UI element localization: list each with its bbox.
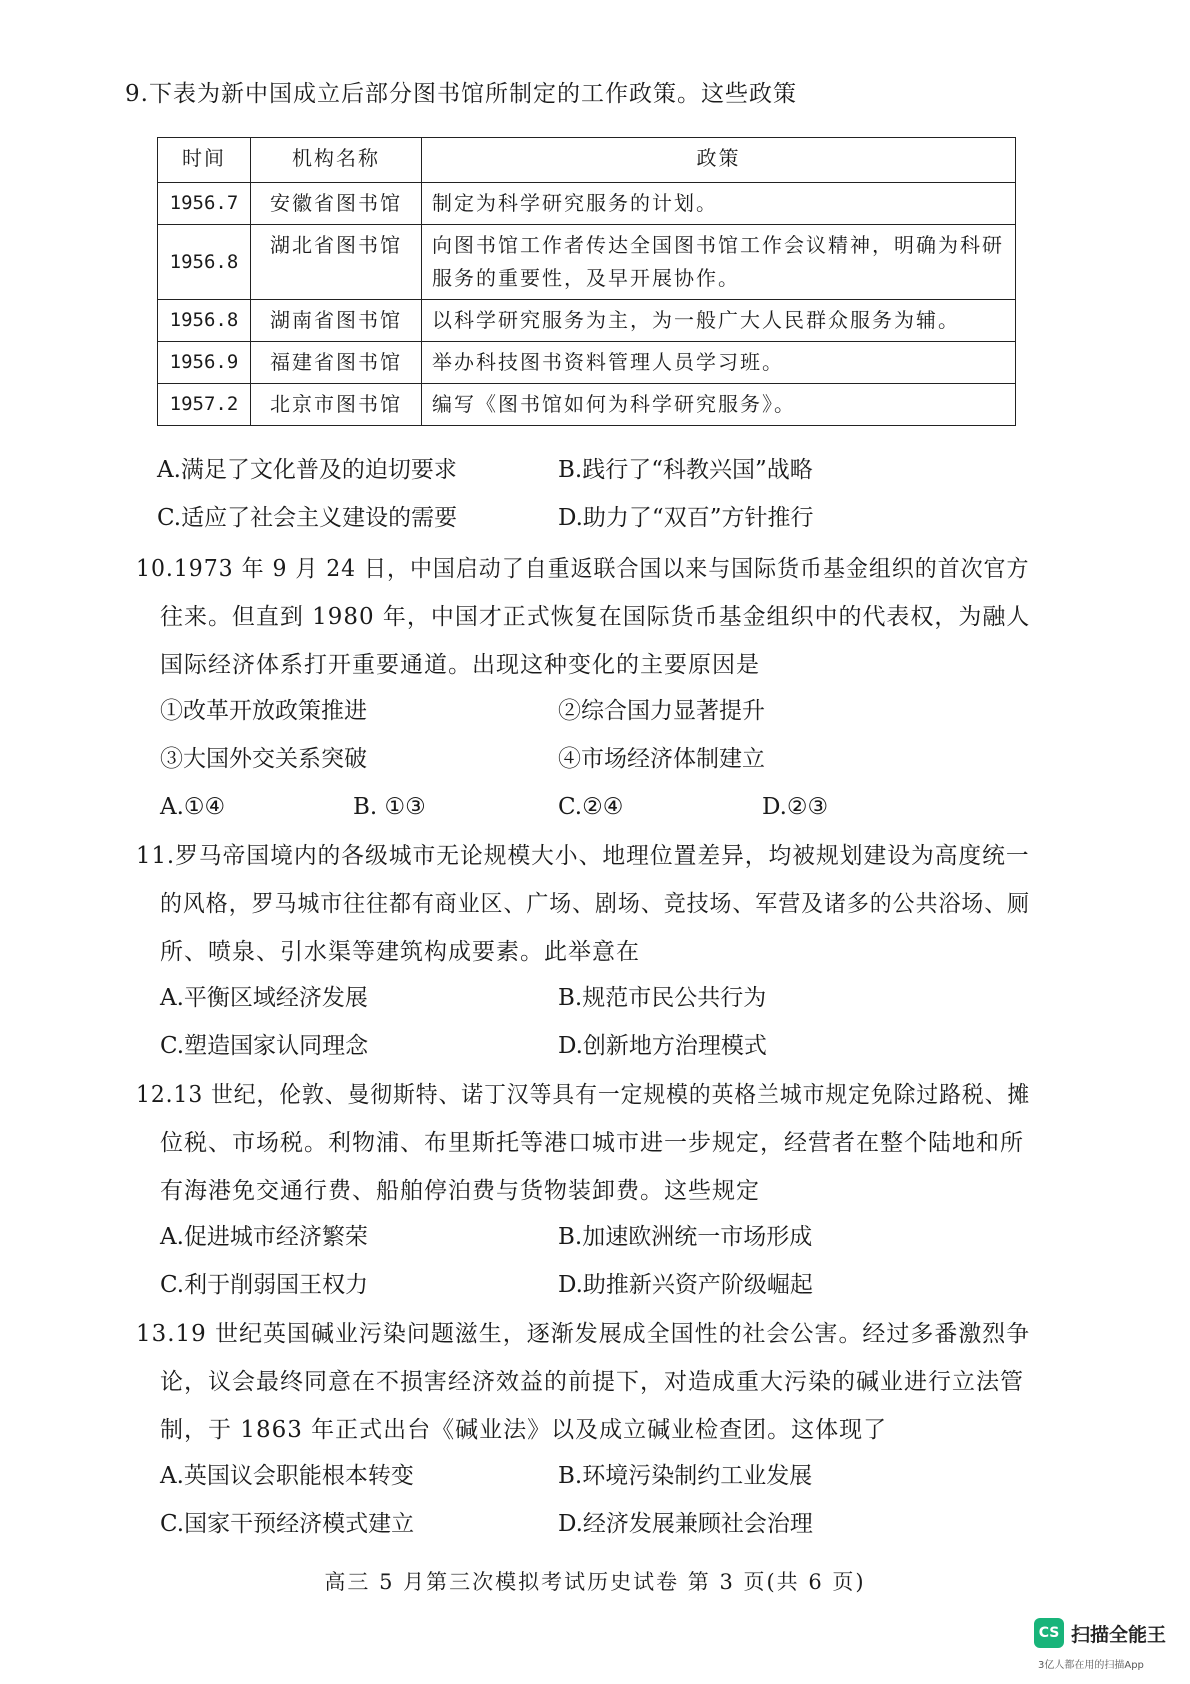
q10-option-c: C.②④ xyxy=(558,794,624,820)
cell-org: 北京市图书馆 xyxy=(251,384,422,426)
q9-option-a: A.满足了文化普及的迫切要求 xyxy=(157,457,457,483)
q12-stem-line3: 有海港免交通行费、船舶停泊费与货物装卸费。这些规定 xyxy=(160,1178,760,1204)
q11-option-a: A.平衡区域经济发展 xyxy=(160,985,368,1011)
cell-policy: 向图书馆工作者传达全国图书馆工作会议精神，明确为科研服务的重要性，及早开展协作。 xyxy=(422,225,1016,300)
q9-option-b: B.践行了“科教兴国”战略 xyxy=(558,457,813,483)
cell-time: 1956.8 xyxy=(158,225,251,300)
q11-stem-line1: 11.罗马帝国境内的各级城市无论规模大小、地理位置差异，均被规划建设为高度统一 xyxy=(136,843,1030,869)
table-row xyxy=(158,300,1016,342)
q13-option-c: C.国家干预经济模式建立 xyxy=(160,1511,415,1537)
camscanner-logo-icon: CS xyxy=(1034,1618,1064,1648)
table-header-time: 时间 xyxy=(158,138,251,183)
scanner-watermark xyxy=(1034,1618,1166,1648)
q12-option-b: B.加速欧洲统一市场形成 xyxy=(558,1224,813,1250)
cell-policy: 以科学研究服务为主，为一般广大人民群众服务为辅。 xyxy=(422,300,1016,342)
table-header-row xyxy=(158,138,1016,183)
q9-stem: 9.下表为新中国成立后部分图书馆所制定的工作政策。这些政策 xyxy=(125,81,797,107)
q10-stem-line2: 往来。但直到 1980 年，中国才正式恢复在国际货币基金组织中的代表权，为融人 xyxy=(160,604,1031,630)
scanner-tagline: 3亿人都在用的扫描App xyxy=(1038,1660,1144,1671)
q10-item-2: ②综合国力显著提升 xyxy=(558,698,765,724)
q11-option-d: D.创新地方治理模式 xyxy=(558,1033,767,1059)
table-row xyxy=(158,384,1016,426)
table-row xyxy=(158,183,1016,225)
cell-time: 1956.7 xyxy=(158,183,251,225)
cell-org: 湖南省图书馆 xyxy=(251,300,422,342)
cell-org: 福建省图书馆 xyxy=(251,342,422,384)
q13-stem-line3: 制，于 1863 年正式出台《碱业法》以及成立碱业检查团。这体现了 xyxy=(160,1417,888,1443)
q9-option-d: D.助力了“双百”方针推行 xyxy=(558,505,814,531)
cell-org: 湖北省图书馆 xyxy=(251,225,422,300)
q10-stem-line1: 10.1973 年 9 月 24 日，中国启动了自重返联合国以来与国际货币基金组织的首次官方 xyxy=(136,556,1030,582)
q13-option-b: B.环境污染制约工业发展 xyxy=(558,1463,813,1489)
q13-option-a: A.英国议会职能根本转变 xyxy=(160,1463,414,1489)
q10-item-3: ③大国外交关系突破 xyxy=(160,746,367,772)
policy-table xyxy=(157,137,1016,426)
cell-policy: 编写《图书馆如何为科学研究服务》。 xyxy=(422,384,1016,426)
cell-time: 1956.9 xyxy=(158,342,251,384)
q10-option-b: B. ①③ xyxy=(353,794,426,820)
table-row xyxy=(158,342,1016,384)
q9-option-c: C.适应了社会主义建设的需要 xyxy=(157,505,458,531)
q11-stem-line2: 的风格，罗马城市往往都有商业区、广场、剧场、竞技场、军营及诸多的公共浴场、厕 xyxy=(160,891,1031,917)
cell-time: 1957.2 xyxy=(158,384,251,426)
q10-option-d: D.②③ xyxy=(762,794,829,820)
q10-stem-line3: 国际经济体系打开重要通道。出现这种变化的主要原因是 xyxy=(160,652,760,678)
cell-org: 安徽省图书馆 xyxy=(251,183,422,225)
cell-policy: 制定为科学研究服务的计划。 xyxy=(422,183,1016,225)
q11-option-b: B.规范市民公共行为 xyxy=(558,985,767,1011)
q10-item-4: ④市场经济体制建立 xyxy=(558,746,765,772)
table-header-policy: 政策 xyxy=(422,138,1016,183)
q10-item-1: ①改革开放政策推进 xyxy=(160,698,367,724)
q12-stem-line2: 位税、市场税。利物浦、布里斯托等港口城市进一步规定，经营者在整个陆地和所 xyxy=(160,1130,1024,1156)
q12-option-d: D.助推新兴资产阶级崛起 xyxy=(558,1272,813,1298)
cell-policy: 举办科技图书资料管理人员学习班。 xyxy=(422,342,1016,384)
table-row xyxy=(158,225,1016,300)
page-footer: 高三 5 月第三次模拟考试历史试卷 第 3 页(共 6 页) xyxy=(324,1570,866,1594)
q13-stem-line2: 论，议会最终同意在不损害经济效益的前提下，对造成重大污染的碱业进行立法管 xyxy=(160,1369,1024,1395)
table-header-org: 机构名称 xyxy=(251,138,422,183)
q12-option-a: A.促进城市经济繁荣 xyxy=(160,1224,368,1250)
q11-option-c: C.塑造国家认同理念 xyxy=(160,1033,369,1059)
q13-stem-line1: 13.19 世纪英国碱业污染问题滋生，逐渐发展成全国性的社会公害。经过多番激烈争 xyxy=(136,1321,1031,1347)
q10-option-a: A.①④ xyxy=(160,794,226,820)
q11-stem-line3: 所、喷泉、引水渠等建筑构成要素。此举意在 xyxy=(160,939,640,965)
q12-option-c: C.利于削弱国王权力 xyxy=(160,1272,369,1298)
q12-stem-line1: 12.13 世纪，伦敦、曼彻斯特、诺丁汉等具有一定规模的英格兰城市规定免除过路税、摊 xyxy=(136,1082,1031,1108)
cell-time: 1956.8 xyxy=(158,300,251,342)
scanner-brand: 扫描全能王 xyxy=(1071,1623,1167,1646)
q13-option-d: D.经济发展兼顾社会治理 xyxy=(558,1511,813,1537)
